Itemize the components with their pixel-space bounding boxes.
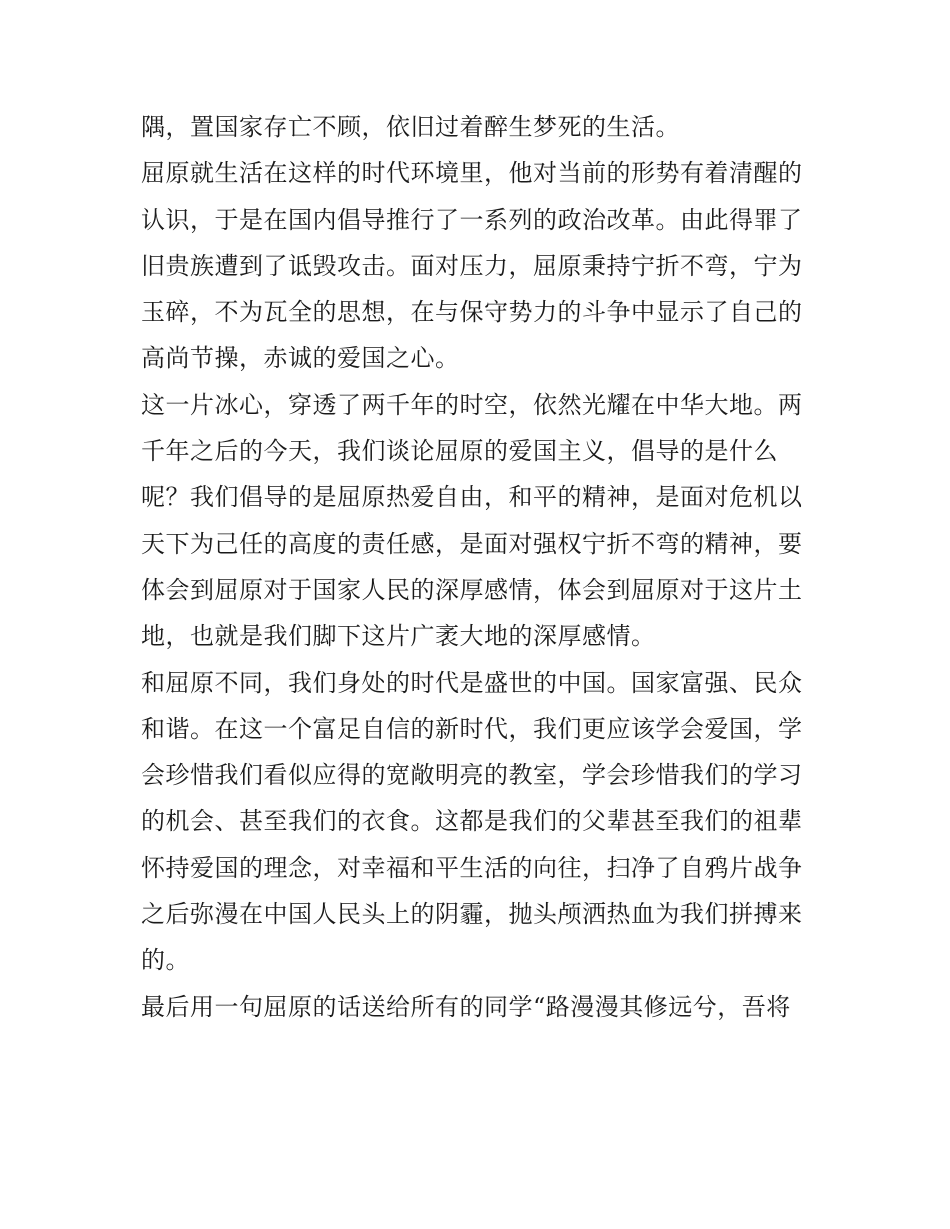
text-line: 和谐。在这一个富足自信的新时代，我们更应该学会爱国，学 xyxy=(141,714,803,743)
text-line: 隅，置国家存亡不顾，依旧过着醉生梦死的生活。 xyxy=(141,113,680,141)
text-line: 最后用一句屈原的话送给所有的同学“路漫漫其修远兮，吾将 xyxy=(141,992,791,1021)
text-line: 体会到屈原对于国家人民的深厚感情，体会到屈原对于这片土 xyxy=(141,575,803,604)
text-line: 地，也就是我们脚下这片广袤大地的深厚感情。 xyxy=(141,622,656,651)
text-line: 天下为己任的高度的责任感，是面对强权宁折不弯的精神，要 xyxy=(141,529,803,558)
text-line: 玉碎，不为瓦全的思想，在与保守势力的斗争中显示了自己的 xyxy=(141,298,803,327)
text-line: 的机会、甚至我们的衣食。这都是我们的父辈甚至我们的祖辈 xyxy=(141,807,803,836)
text-line: 高尚节操，赤诚的爱国之心。 xyxy=(141,344,460,373)
text-line: 旧贵族遭到了诋毁攻击。面对压力，屈原秉持宁折不弯，宁为 xyxy=(141,251,803,280)
text-line: 千年之后的今天，我们谈论屈原的爱国主义，倡导的是什么 xyxy=(141,437,778,466)
text-line: 屈原就生活在这样的时代环境里，他对当前的形势有着清醒的 xyxy=(141,159,803,188)
text-line: 认识，于是在国内倡导推行了一系列的政治改革。由此得罪了 xyxy=(141,205,803,234)
document-body xyxy=(141,104,821,1030)
text-line: 怀持爱国的理念，对幸福和平生活的向往，扫净了自鸦片战争 xyxy=(141,853,803,882)
text-line: 呢？我们倡导的是屈原热爱自由，和平的精神，是面对危机以 xyxy=(141,483,803,512)
text-line: 这一片冰心，穿透了两千年的时空，依然光耀在中华大地。两 xyxy=(141,390,803,419)
text-line: 之后弥漫在中国人民头上的阴霾，抛头颅洒热血为我们拼搏来 xyxy=(141,900,803,929)
text-line: 和屈原不同，我们身处的时代是盛世的中国。国家富强、民众 xyxy=(141,668,803,697)
text-line: 的。 xyxy=(141,946,190,975)
text-line: 会珍惜我们看似应得的宽敞明亮的教室，学会珍惜我们的学习 xyxy=(141,761,803,790)
